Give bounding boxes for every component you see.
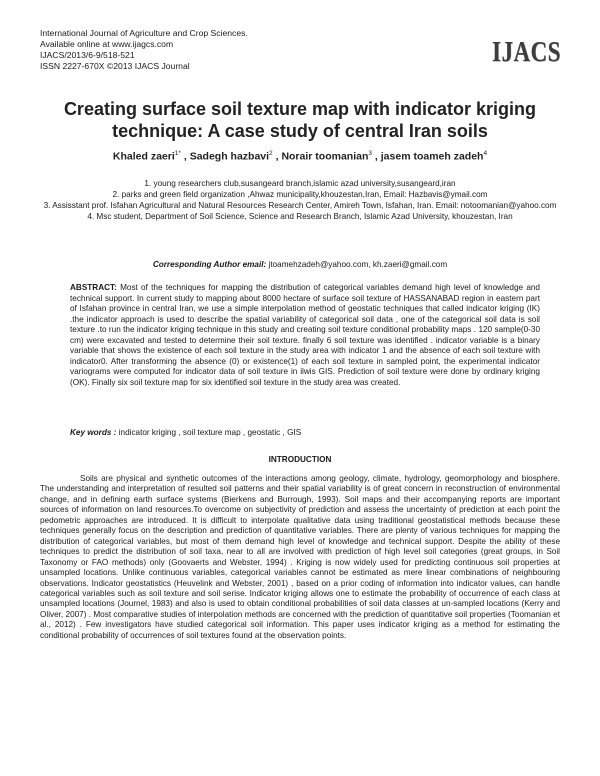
- author-affiliation-mark: 4: [483, 150, 488, 157]
- introduction-paragraph: Soils are physical and synthetic outcomes of the interactions among geology, climate, hydrology, geomorphology and biosphere. The understanding and interpretation of resulted soil patterns and their spatial variability is of great concern in reconstruction of environmental change, and in defining earth surface systems (Bierkens and Burrough, 1993). Soil maps and their accompanying reports are important sources of information on land resources.To overcome on subjectivity of prediction and assess the uncertainty of prediction at each point the pedometric approaches are introduced. It is difficult to interpolate qualitative data using traditional geostatistical methods because these techniques generally focus on the description and prediction of quantitative variables. There are plenty of various techniques for mapping the distribution of categorical variables, but most of them demand high level of knowledge and technical support. Despite the ability of these techniques to predict the distribution of soil taxa, near to all are involved with prediction of high level soil categories (great groups, in Soil Taxonomy or FAO methods) only (Goovaerts and Webster, 1994) . Kriging is now widely used for predicting continuous soil properties at unsampled locations. Unlike continuous variables, categorical variables cannot be estimated as mere linear combinations of neighbouring observations. Indicator geostatistics (Heuvelink and Webster, 2001) , based on a prior coding of information into indicator values, can handle categorical variables such as soil texture and soil serise. Indicator kriging allows one to estimate the probability of occurrence of each class at unsampled locations (Journel, 1983) and also is used to obtain conditional probabilities of soil data classes at un-sampled locations (Kerry and Oliver, 2007) . Most comparative studies of interpolation methods are concerned with the prediction of quantitative soil properties (Toomanian et al., 2012) . Few investigators have studied categorical soil information. This paper uses indicator kriging as a method for estimating the conditional probability of occurrences of soil textures found at the observation points.: [40, 474, 560, 640]
- affiliation-item: 1. young researchers club,susangeard branch,islamic azad university,susangeard,iran: [144, 179, 456, 188]
- author-list: Khaled zaeri$^{1*}$ , Sadegh hazbavi$^2$ , Norair toomanian$^3$ , jasem toameh zadeh$^4$: [112, 150, 488, 163]
- abstract-label: ABSTRACT:: [70, 283, 117, 292]
- section-heading-introduction: INTRODUCTION: [268, 455, 332, 464]
- author-name: jasem toameh zadeh: [380, 150, 484, 163]
- author-affiliation-mark: 3: [368, 150, 372, 157]
- affiliation-list: [40, 179, 560, 223]
- journal-website: Available online at www.ijagcs.com: [40, 39, 174, 49]
- author-name: Sadegh hazbavi: [189, 150, 270, 163]
- abstract-text: Most of the techniques for mapping the distribution of categorical variables demand high level of knowledge and technical support. In current study to mapping about 8000 hectare of surface soil texture of HASSANABAD region in eastern part of Isfahan province in central Iran, we use a simple interpolation method of geostatic techniques that called indicator kriging (IK) .the indicator approach is used to describe the spatial variability of categorical soil data , one of the categorical soil data is soil texture .to run the indicator kriging technique in this study and creating soil texture conditional probability maps . 120 sample(0-30 cm) were excavated and tested to determine their soil texture. finally 6 soil texture was identified . indicator variable is a binary variable that shows the existence of each soil texture in the study area with indicator 1 and the absence of each soil texture with indicator0. After transforming the absence (0) or existence(1) of each soil texture in sampled point, the experimental indicator variograms were computed for indicator data of soil texture in ilwis GIS. Prediction of soil texture were done by ordinary kriging (OK). Finally six soil texture map for six identified soil texture in the study area was created.: [70, 283, 540, 387]
- author-affiliation-mark: 2: [269, 150, 273, 157]
- affiliation-item: 3. Assisstant prof. Isfahan Agricultural and Natural Resources Research Center, Amireh Town, Isfahan, Iran. Email: notoomanian@yahoo.com: [43, 200, 557, 210]
- author-affiliation-mark: 1*: [174, 150, 181, 157]
- author-name: Khaled zaeri: [112, 150, 175, 163]
- journal-issn: ISSN 2227-670X ©2013 IJACS Journal: [40, 61, 190, 71]
- journal-reference: IJACS/2013/6-9/518-521: [40, 50, 135, 60]
- journal-name: International Journal of Agriculture and Crop Sciences.: [40, 28, 248, 38]
- keywords-value: indicator kriging , soil texture map , geostatic , GIS: [116, 428, 302, 437]
- corresponding-label: Corresponding Author email:: [152, 260, 267, 269]
- corresponding-author: [40, 260, 560, 269]
- affiliation-item: 2. parks and green field organization ,Ahwaz municipality,khouzestan,Iran, Email: Hazbavis@ymail.com: [112, 189, 488, 199]
- article-title: Creating surface soil texture map with indicator kriging technique: A case study of central Iran soils: [63, 99, 537, 141]
- affiliation-item: 4. Msc student, Department of Soil Science, Science and Research Branch, Islamic Azad University, khouzestan, Iran: [87, 211, 513, 221]
- keywords: [70, 428, 540, 437]
- keywords-label: Key words :: [70, 428, 117, 437]
- author-name: Norair toomanian: [281, 150, 369, 163]
- journal-logo: IJACS: [492, 36, 561, 68]
- journal-header: [40, 28, 248, 72]
- abstract: [70, 283, 540, 388]
- corresponding-email: jtoamehzadeh@yahoo.com, kh.zaeri@gmail.com: [266, 260, 448, 269]
